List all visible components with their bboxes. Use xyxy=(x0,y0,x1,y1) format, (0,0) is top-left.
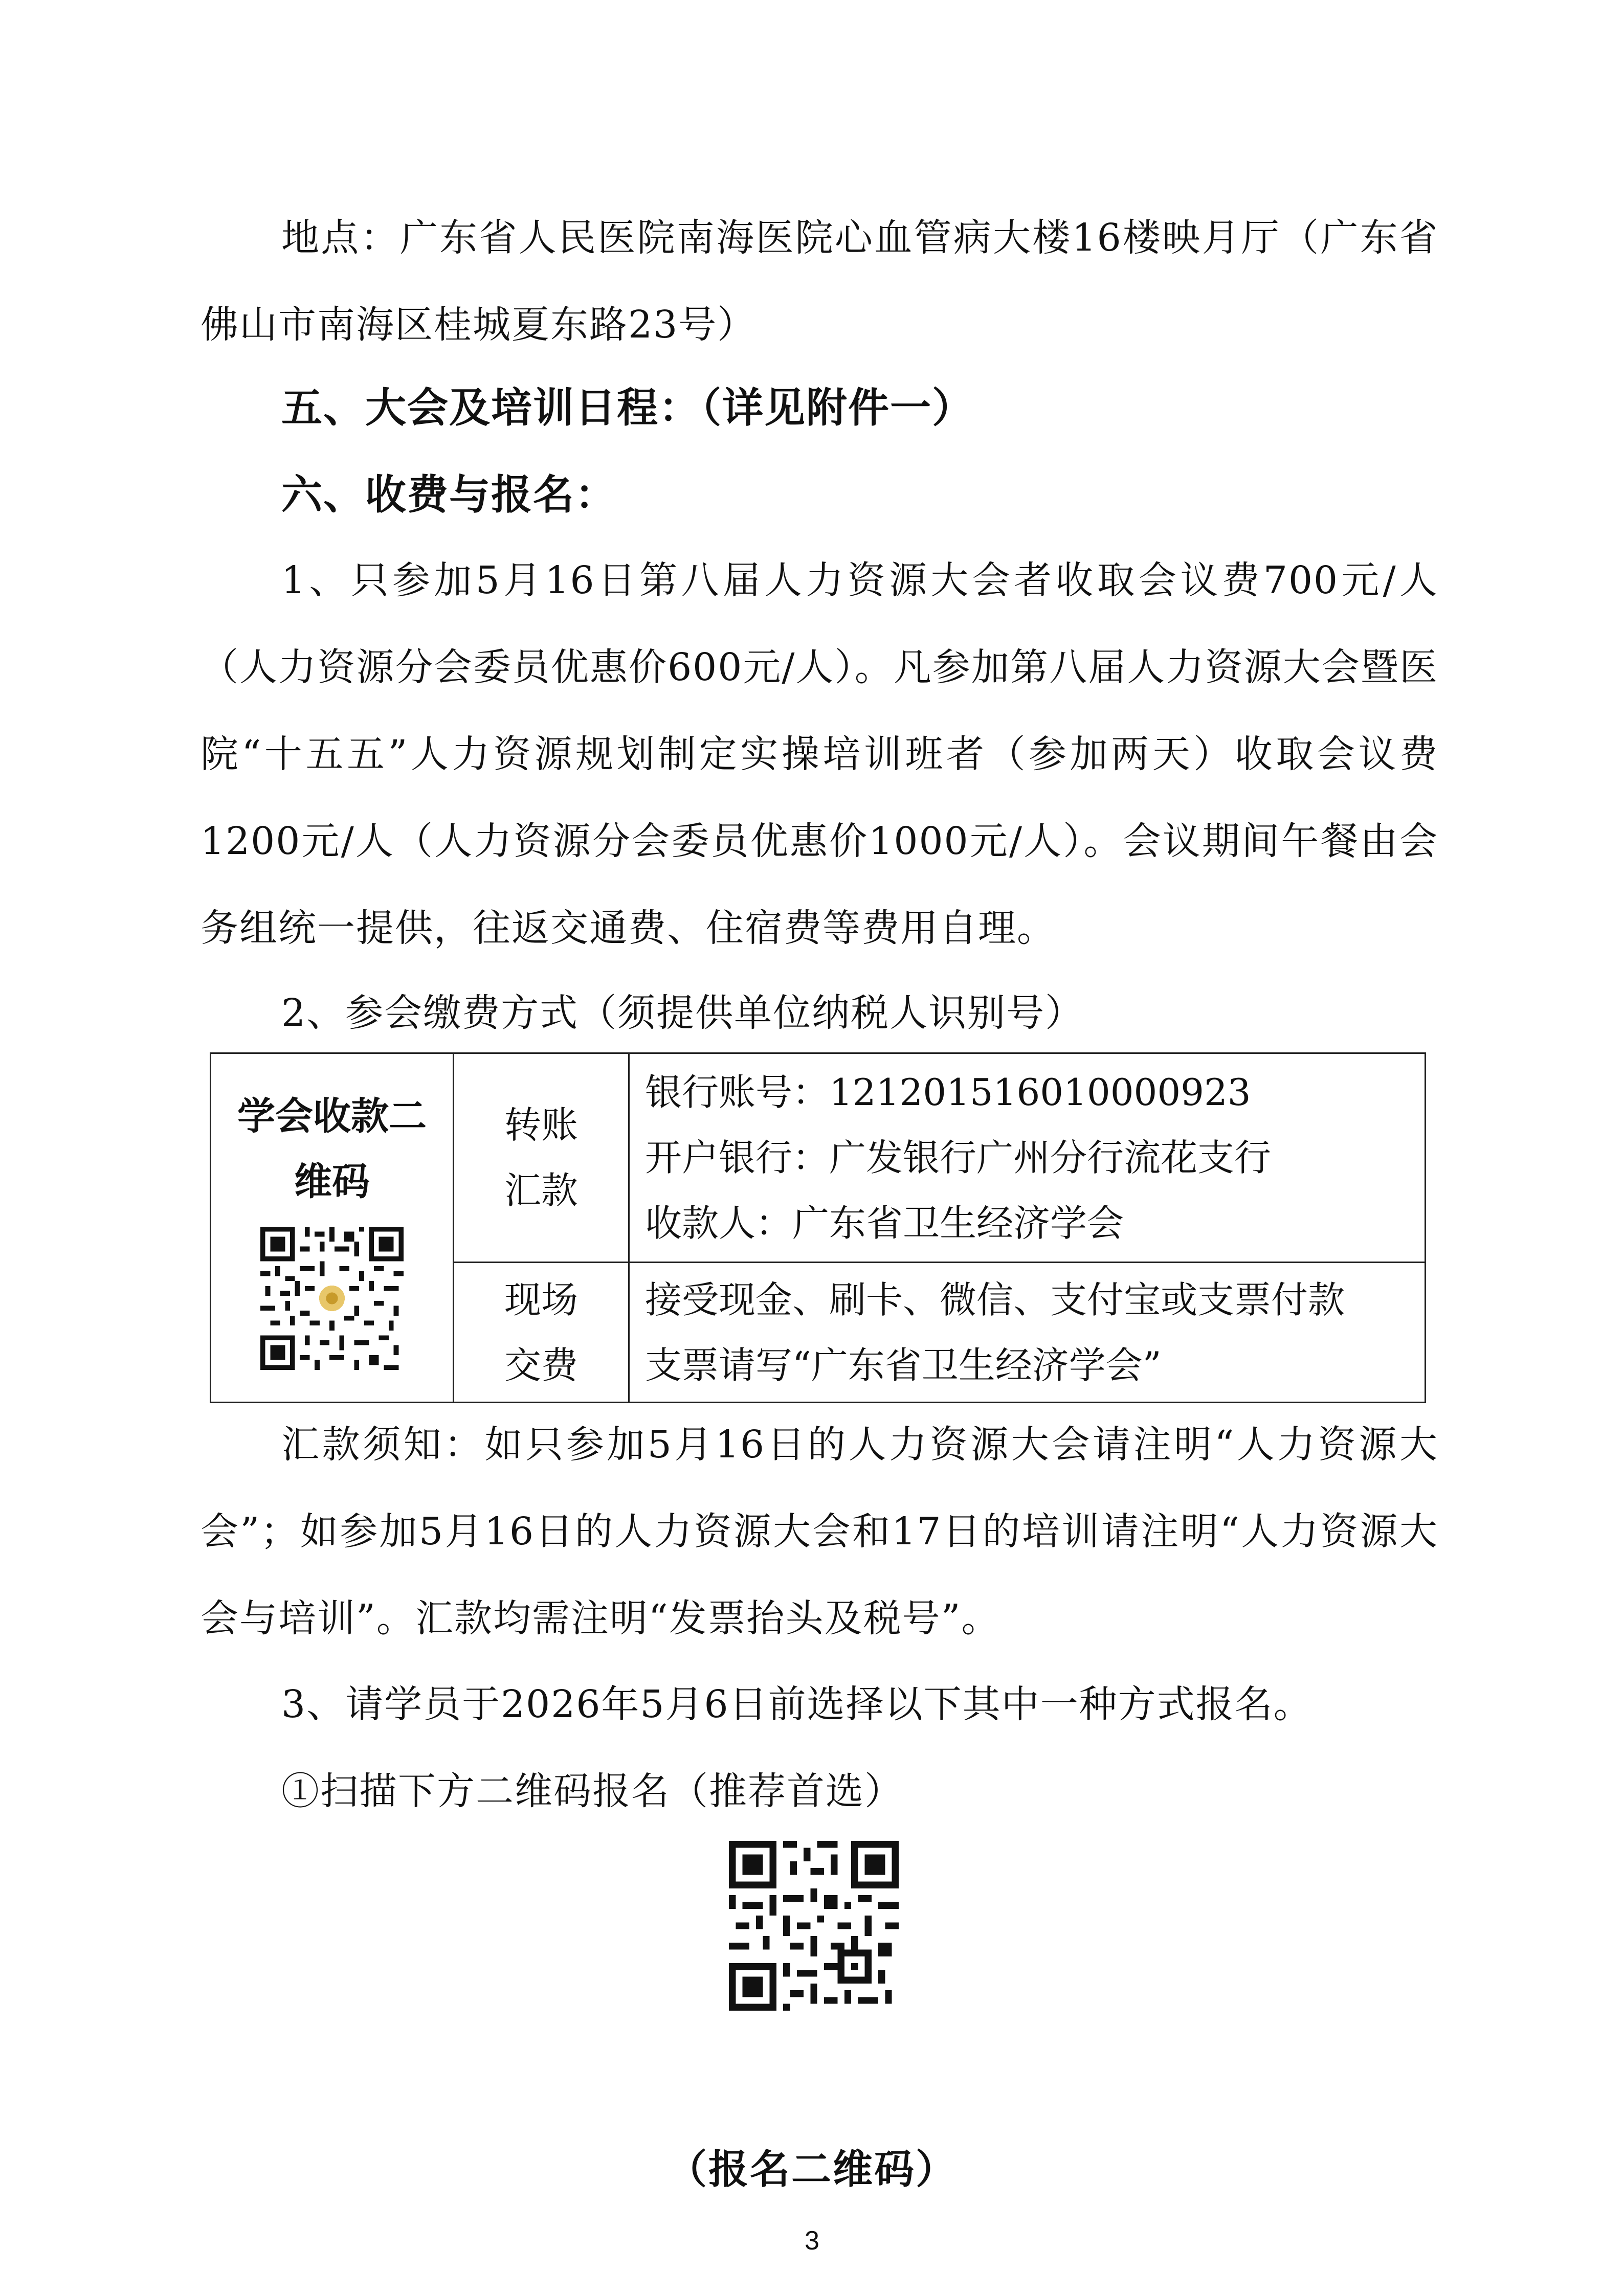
method-onsite-cell xyxy=(454,1263,629,1403)
onsite-accepted-payments: 接受现金、刷卡、微信、支付宝或支票付款 xyxy=(645,1278,1345,1321)
registration-qr-caption: （报名二维码） xyxy=(666,2146,957,2193)
bank-account-number: 银行账号：121201516010000923 xyxy=(645,1071,1251,1114)
method-transfer-cell xyxy=(454,1053,629,1263)
payment-qr-cell xyxy=(211,1053,454,1403)
transfer-details-cell xyxy=(629,1053,1426,1263)
payment-qr-title: 学会收款二维码 xyxy=(237,1094,427,1204)
page-number: 3 xyxy=(805,2226,819,2256)
cheque-payee-note: 支票请写“广东省卫生经济学会” xyxy=(645,1343,1162,1387)
location-paragraph: 地点：广东省人民医院南海医院心血管病大楼16楼映月厅（广东省佛山市南海区桂城夏东路23号） xyxy=(201,216,1438,347)
registration-option-1: ①扫描下方二维码报名（推荐首选） xyxy=(281,1769,903,1813)
payment-table xyxy=(210,1052,1426,1403)
onsite-details-cell xyxy=(629,1263,1426,1403)
registration-qr-code-icon xyxy=(729,1841,899,2011)
method-onsite-line2: 交费 xyxy=(504,1343,578,1387)
payment-qr-code-icon xyxy=(260,1227,404,1370)
payment-method-paragraph: 2、参会缴费方式（须提供单位纳税人识别号） xyxy=(281,991,1084,1035)
payee-name: 收款人：广东省卫生经济学会 xyxy=(645,1202,1124,1245)
section-5-heading: 五、大会及培训日程：（详见附件一） xyxy=(281,384,974,432)
bank-name: 开户银行：广发银行广州分行流花支行 xyxy=(645,1136,1272,1180)
section-6-heading: 六、收费与报名： xyxy=(281,470,617,519)
method-transfer-line2: 汇款 xyxy=(504,1169,578,1212)
method-transfer-line1: 转账 xyxy=(504,1104,578,1147)
table-row xyxy=(211,1053,1426,1263)
registration-deadline: 3、请学员于2026年5月6日前选择以下其中一种方式报名。 xyxy=(281,1682,1312,1726)
method-onsite-line1: 现场 xyxy=(504,1278,578,1321)
remittance-note: 汇款须知：如只参加5月16日的人力资源大会请注明“人力资源大会”；如参加5月16日的人力资源大会和17日的培训请注明“人力资源大会与培训”。汇款均需注明“发票抬头及税号”。 xyxy=(201,1423,1438,1640)
fee-paragraph: 1、只参加5月16日第八届人力资源大会者收取会议费700元/人（人力资源分会委员优惠价600元/人）。凡参加第八届人力资源大会暨医院“十五五”人力资源规划制定实操培训班者（参加两天）收取会议费1200元/人（人力资源分会委员优惠价1000元/人）。会议期间午餐由会务组统一提供，往返交通费、住宿费等费用自理。 xyxy=(201,558,1438,950)
